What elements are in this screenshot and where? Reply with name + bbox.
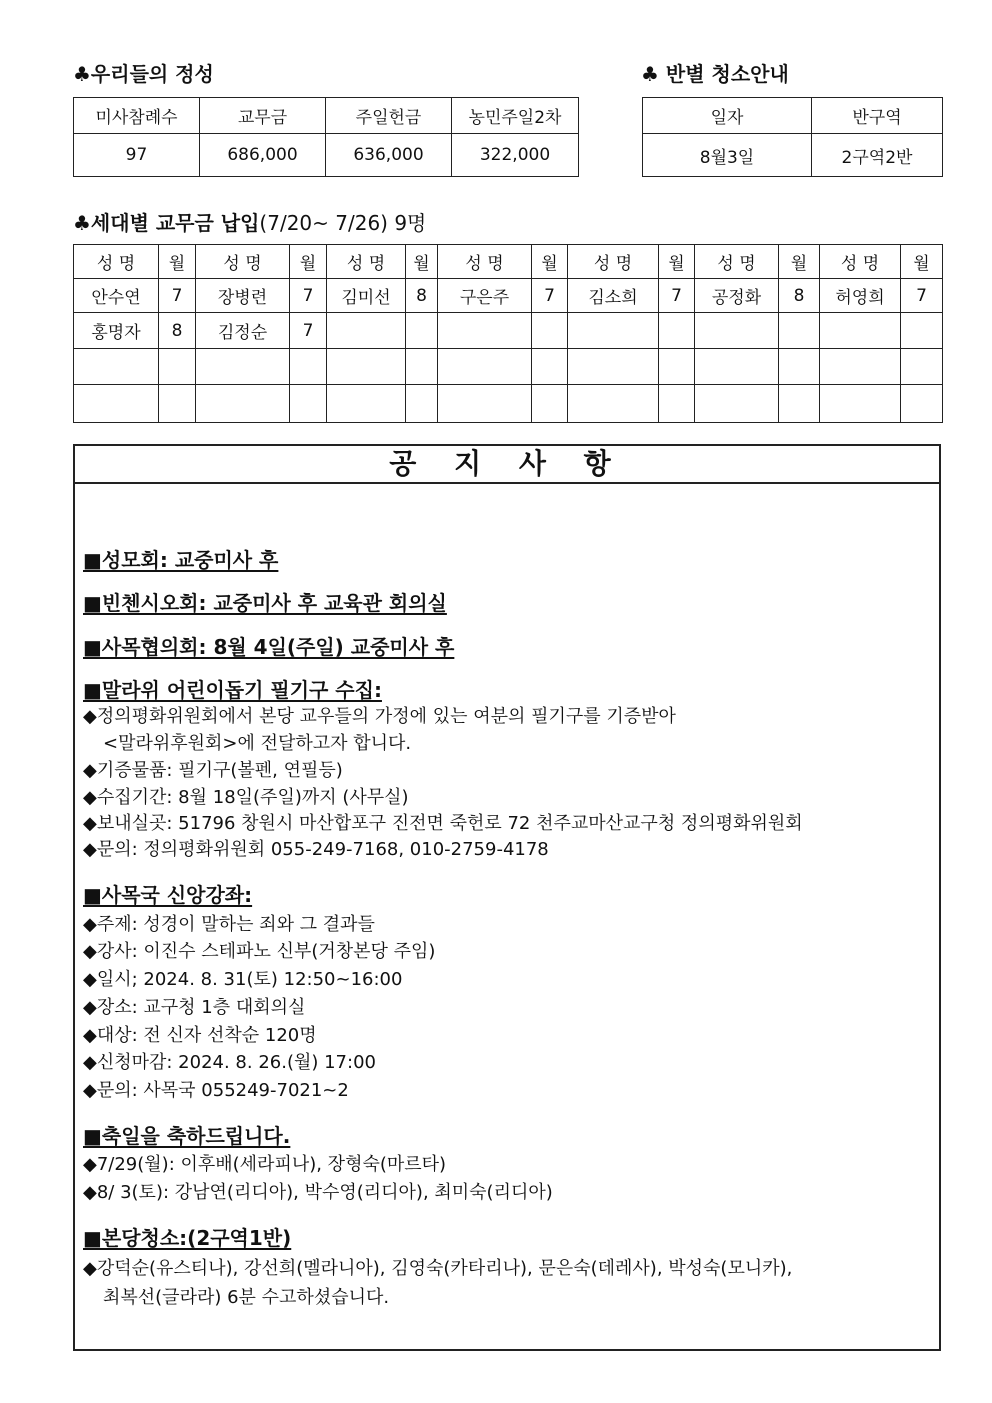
dues-month-cell	[779, 313, 820, 349]
notice-heading-lecture: ■사목국 신앙강좌:	[83, 883, 253, 907]
dues-month-cell	[779, 349, 820, 385]
dues-name-cell: 허영희	[820, 279, 901, 313]
notice-line: ◆일시; 2024. 8. 31(토) 12:50~16:00	[83, 969, 403, 990]
offerings-header: 주일헌금	[326, 98, 452, 134]
dues-name-cell	[74, 349, 159, 385]
notice-line: ◆주제: 성경이 말하는 죄와 그 결과들	[83, 914, 375, 935]
notice-line: <말라위후원회>에 전달하고자 합니다.	[103, 733, 412, 754]
notice-heading-cleaning: ■본당청소:(2구역1반)	[83, 1226, 292, 1250]
cleaning-group: 2구역2반	[812, 134, 943, 177]
notice-line: ◆강덕순(유스티나), 강선희(멜라니아), 김영숙(카타리나), 문은숙(데레사), 박성숙(모니카),	[83, 1258, 793, 1279]
dues-name-cell	[327, 349, 406, 385]
dues-month-cell: 7	[290, 313, 327, 349]
dues-table	[73, 244, 943, 423]
notice-line: ◆8/ 3(토): 강남연(리디아), 박수영(리디아), 최미숙(리디아)	[83, 1182, 553, 1203]
notice-line: ◆7/29(월): 이후배(세라피나), 장형숙(마르타)	[83, 1154, 447, 1175]
notice-heading-rosary: ■성모회: 교중미사 후	[83, 548, 279, 572]
notice-line: ◆신청마감: 2024. 8. 26.(월) 17:00	[83, 1052, 376, 1073]
dues-row	[74, 349, 943, 385]
dues-header-month: 월	[659, 245, 695, 279]
dues-header-month: 월	[159, 245, 196, 279]
dues-name-cell: 구은주	[438, 279, 532, 313]
dues-month-cell	[532, 313, 568, 349]
dues-month-cell	[659, 349, 695, 385]
notice-title: 공 지 사 항	[75, 446, 939, 484]
notice-heading-council: ■사목협의회: 8월 4일(주일) 교중미사 후	[83, 635, 455, 659]
cleaning-header-group: 반구역	[812, 98, 943, 134]
mass-attendance-value: 97	[74, 134, 200, 177]
cleaning-header-date: 일자	[643, 98, 812, 134]
notice-line: ◆정의평화위원회에서 본당 교우들의 가정에 있는 여분의 필기구를 기증받아	[83, 706, 676, 727]
dues-month-cell	[406, 313, 438, 349]
notice-heading-malawi: ■말라위 어린이돕기 필기구 수집:	[83, 678, 382, 702]
dues-name-cell	[438, 385, 532, 423]
dues-header-name: 성 명	[74, 245, 159, 279]
dues-header-name: 성 명	[438, 245, 532, 279]
notice-line: ◆기증물품: 필기구(볼펜, 연필등)	[83, 760, 343, 781]
dues-name-cell: 장병련	[196, 279, 290, 313]
dues-header-name: 성 명	[327, 245, 406, 279]
notice-line: ◆문의: 사목국 055249-7021~2	[83, 1080, 349, 1101]
dues-name-cell	[196, 385, 290, 423]
dues-month-cell	[532, 349, 568, 385]
dues-month-cell: 7	[532, 279, 568, 313]
dues-header-month: 월	[290, 245, 327, 279]
dues-month-cell: 7	[659, 279, 695, 313]
dues-header-name: 성 명	[695, 245, 779, 279]
farmers-sunday-value: 322,000	[452, 134, 579, 177]
notice-line: ◆보내실곳: 51796 창원시 마산합포구 진전면 죽헌로 72 천주교마산교구청 정의평화위원회	[83, 813, 803, 834]
dues-name-cell	[820, 385, 901, 423]
dues-name-cell: 김정순	[196, 313, 290, 349]
dues-name-cell	[695, 385, 779, 423]
dues-title-main: ♣세대별 교무금 납입	[73, 211, 260, 235]
dues-row	[74, 313, 943, 349]
notice-line: ◆수집기간: 8월 18일(주일)까지 (사무실)	[83, 787, 409, 808]
dues-name-cell	[438, 349, 532, 385]
dues-name-cell	[568, 385, 659, 423]
dues-month-cell	[659, 313, 695, 349]
offerings-header: 미사참례수	[74, 98, 200, 134]
offerings-header: 교무금	[200, 98, 326, 134]
dues-name-cell: 공정화	[695, 279, 779, 313]
cleaning-table	[642, 97, 943, 177]
dues-name-cell	[695, 349, 779, 385]
dues-header-name: 성 명	[196, 245, 290, 279]
dues-header-month: 월	[901, 245, 943, 279]
notice-line: ◆대상: 전 신자 선착순 120명	[83, 1025, 317, 1046]
dues-name-cell	[327, 313, 406, 349]
dues-header-month: 월	[779, 245, 820, 279]
offerings-header: 농민주일2차	[452, 98, 579, 134]
dues-title-period: (7/20~ 7/26) 9명	[259, 211, 427, 235]
notice-line: ◆강사: 이진수 스테파노 신부(거창본당 주임)	[83, 941, 436, 962]
notice-heading-feastday: ■축일을 축하드립니다.	[83, 1124, 291, 1148]
dues-header-month: 월	[532, 245, 568, 279]
dues-name-cell	[568, 313, 659, 349]
dues-month-cell: 8	[159, 313, 196, 349]
parish-dues-value: 686,000	[200, 134, 326, 177]
dues-title	[73, 207, 426, 236]
dues-name-cell	[820, 313, 901, 349]
dues-month-cell: 7	[159, 279, 196, 313]
offerings-table	[73, 97, 579, 177]
dues-header-month: 월	[406, 245, 438, 279]
dues-name-cell	[820, 349, 901, 385]
dues-month-cell	[532, 385, 568, 423]
dues-name-cell	[196, 349, 290, 385]
dues-month-cell	[779, 385, 820, 423]
dues-row	[74, 279, 943, 313]
notice-heading-vincent: ■빈첸시오회: 교중미사 후 교육관 회의실	[83, 591, 447, 615]
dues-header-name: 성 명	[568, 245, 659, 279]
dues-name-cell	[568, 349, 659, 385]
offerings-title: ♣우리들의 정성	[73, 62, 214, 86]
dues-name-cell: 김미선	[327, 279, 406, 313]
dues-row	[74, 385, 943, 423]
dues-name-cell	[327, 385, 406, 423]
cleaning-title: ♣ 반별 청소안내	[641, 62, 789, 86]
dues-month-cell: 8	[779, 279, 820, 313]
dues-month-cell	[290, 349, 327, 385]
dues-month-cell: 7	[901, 279, 943, 313]
notice-line: ◆문의: 정의평화위원회 055-249-7168, 010-2759-4178	[83, 839, 549, 860]
dues-month-cell	[659, 385, 695, 423]
cleaning-date: 8월3일	[643, 134, 812, 177]
dues-month-cell	[159, 349, 196, 385]
notice-box	[73, 444, 941, 1351]
dues-month-cell	[901, 385, 943, 423]
dues-month-cell	[406, 385, 438, 423]
sunday-collection-value: 636,000	[326, 134, 452, 177]
notice-line: ◆장소: 교구청 1층 대회의실	[83, 997, 306, 1018]
dues-month-cell	[290, 385, 327, 423]
dues-name-cell	[74, 385, 159, 423]
dues-name-cell	[438, 313, 532, 349]
dues-month-cell	[901, 313, 943, 349]
dues-month-cell	[901, 349, 943, 385]
dues-month-cell: 8	[406, 279, 438, 313]
notice-line: 최복선(글라라) 6분 수고하셨습니다.	[103, 1287, 390, 1308]
dues-name-cell	[695, 313, 779, 349]
dues-month-cell	[406, 349, 438, 385]
dues-name-cell: 김소희	[568, 279, 659, 313]
dues-name-cell: 홍명자	[74, 313, 159, 349]
dues-header-name: 성 명	[820, 245, 901, 279]
dues-name-cell: 안수연	[74, 279, 159, 313]
dues-month-cell	[159, 385, 196, 423]
dues-month-cell: 7	[290, 279, 327, 313]
